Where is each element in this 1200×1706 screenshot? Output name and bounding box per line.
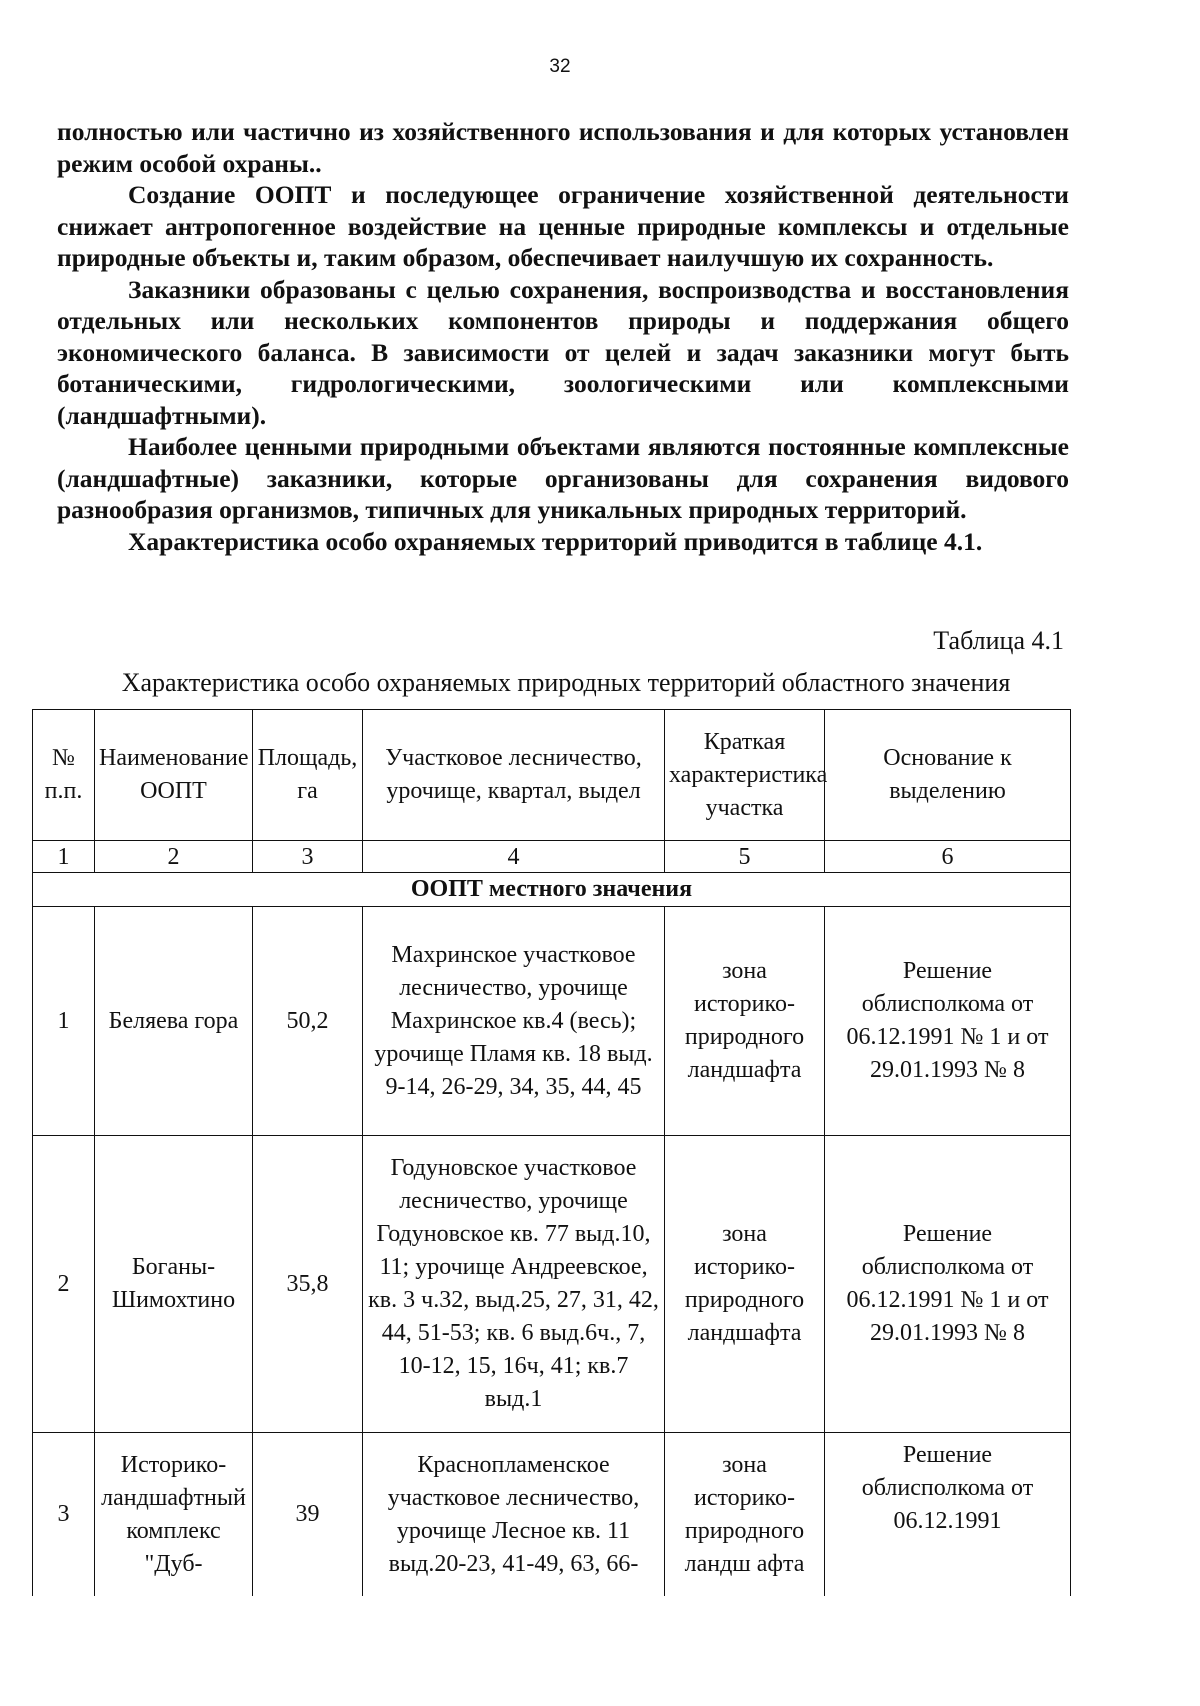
body-text [57, 116, 1069, 557]
header-cell: Площадь, га [253, 710, 363, 841]
cell-area: 39 [253, 1433, 363, 1597]
paragraph: Заказники образованы с целью сохранения, воспроизводства и восстановления отдельных или нескольких компонентов природы и поддержания общего экономического баланса. В зависимости от целей и задач заказники могут быть ботаническими, гидрологическими, зоологическими или комплексными (ландшафтными). [57, 274, 1069, 430]
paragraph: полностью или частично из хозяйственного использования и для которых установлен режим особой охраны.. [57, 117, 1069, 178]
page-number: 32 [549, 56, 571, 77]
cell-location: Годуновское участковое лесничество, урочище Годуновское кв. 77 выд.10, 11; урочище Андреевское, кв. 3 ч.32, выд.25, 27, 31, 42, 44, 51-53; кв. 6 выд.6ч., 7, 10-12, 15, 16ч, 41; кв.7 выд.1 [363, 1136, 665, 1433]
cell-location: Махринское участковое лесничество, урочище Махринское кв.4 (весь); урочище Пламя кв. 18 выд. 9-14, 26-29, 34, 35, 44, 45 [363, 907, 665, 1136]
header-cell: Наименование ООПТ [95, 710, 253, 841]
table-row [33, 1433, 1071, 1597]
cell-location: Краснопламенское участковое лесничество, урочище Лесное кв. 11 выд.20-23, 41-49, 63, 66- [363, 1433, 665, 1597]
paragraph: Наиболее ценными природными объектами являются постоянные комплексные (ландшафтные) заказники, которые организованы для сохранения видового разнообразия организмов, типичных для уникальных природных территорий. [57, 432, 1069, 524]
column-number: 3 [253, 841, 363, 873]
table-label: Таблица 4.1 [933, 626, 1064, 655]
header-cell: № п.п. [33, 710, 95, 841]
cell-name: Историко-ландшафтный комплекс "Дуб- [95, 1433, 253, 1597]
column-number: 5 [665, 841, 825, 873]
column-number-row [33, 841, 1071, 873]
cell-name: Боганы-Шимохтино [95, 1136, 253, 1433]
cell-characteristic: зона историко-природного ландш афта [665, 1433, 825, 1597]
cell-characteristic: зона историко-природного ландшафта [665, 1136, 825, 1433]
section-title: ООПТ местного значения [33, 873, 1071, 907]
column-number: 1 [33, 841, 95, 873]
header-cell: Краткая характеристика участка [665, 710, 825, 841]
cell-num: 3 [33, 1433, 95, 1597]
cell-area: 35,8 [253, 1136, 363, 1433]
paragraph: Создание ООПТ и последующее ограничение хозяйственной деятельности снижает антропогенное воздействие на ценные природные комплексы и отдельные природные объекты и, таким образом, обеспечивает наилучшую их сохранность. [57, 180, 1069, 272]
paragraph: Характеристика особо охраняемых территорий приводится в таблице 4.1. [128, 526, 983, 556]
header-cell: Участковое лесничество, урочище, квартал, выдел [363, 710, 665, 841]
column-number: 4 [363, 841, 665, 873]
cell-name: Беляева гора [95, 907, 253, 1136]
header-cell: Основание к выделению [825, 710, 1071, 841]
table-header-row [33, 710, 1071, 841]
cell-num: 2 [33, 1136, 95, 1433]
cell-basis: Решение облисполкома от 06.12.1991 [825, 1433, 1071, 1597]
column-number: 2 [95, 841, 253, 873]
table-title: Характеристика особо охраняемых природных территорий областного значения [121, 668, 1011, 697]
cell-basis: Решение облисполкома от 06.12.1991 № 1 и от 29.01.1993 № 8 [825, 1136, 1071, 1433]
section-row [33, 873, 1071, 907]
cell-characteristic: зона историко-природного ландшафта [665, 907, 825, 1136]
cell-basis: Решение облисполкома от 06.12.1991 № 1 и от 29.01.1993 № 8 [825, 907, 1071, 1136]
cell-num: 1 [33, 907, 95, 1136]
table-row [33, 1136, 1071, 1433]
protected-areas-table [32, 709, 1071, 1596]
cell-area: 50,2 [253, 907, 363, 1136]
column-number: 6 [825, 841, 1071, 873]
table-row [33, 907, 1071, 1136]
